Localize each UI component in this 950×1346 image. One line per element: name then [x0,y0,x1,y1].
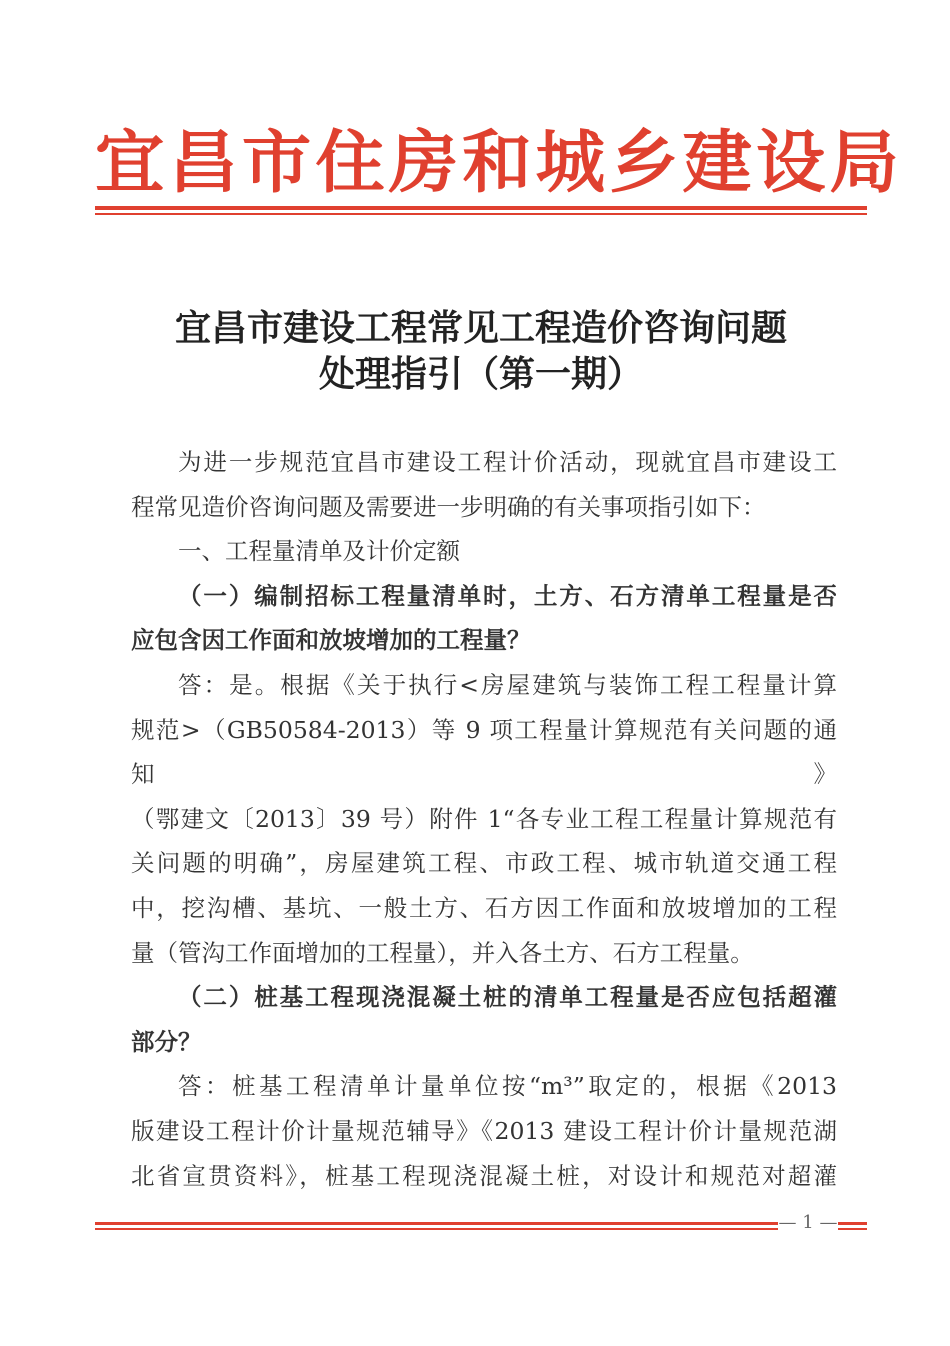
intro-line: 为进一步规范宜昌市建设工程计价活动，现就宜昌市建设工 [178,448,837,476]
document-title [95,305,867,397]
footer-rule-thin [95,1228,867,1230]
page-number: — 1 — [778,1212,838,1233]
masthead-rule-thin [95,213,867,215]
answer-line: 关问题的明确”，房屋建筑工程、市政工程、城市轨道交通工程 [131,849,837,878]
question-line: 应包含因工作面和放坡增加的工程量？ [131,626,531,655]
question-line: （二）桩基工程现浇混凝土桩的清单工程量是否应包括超灌 [178,983,837,1012]
answer-line: 规范>（GB50584-2013）等 9 项工程量计算规范有关问题的通知》 [131,715,837,789]
section-heading: 一、工程量清单及计价定额 [178,537,460,566]
answer-line: 版建设工程计价计量规范辅导》《2013 建设工程计价计量规范湖 [131,1116,837,1145]
answer-line: 北省宣贯资料》，桩基工程现浇混凝土桩，对设计和规范对超灌 [131,1161,837,1190]
answer-line: （鄂建文〔2013〕39 号）附件 1“各专业工程工程量计算规范有 [131,804,837,833]
answer-line: 量（管沟工作面增加的工程量），并入各土方、石方工程量。 [131,938,754,967]
issuer-masthead: 宜昌市住房和城乡建设局 [95,123,903,203]
document-body [131,440,837,1198]
intro-line: 程常见造价咨询问题及需要进一步明确的有关事项指引如下： [131,492,766,521]
question-line: （一）编制招标工程量清单时，土方、石方清单工程量是否 [178,581,837,610]
answer-line: 中，挖沟槽、基坑、一般土方、石方因工作面和放坡增加的工程 [131,893,837,922]
document-title-line2: 处理指引（第一期） [318,353,643,395]
document-title-line1: 宜昌市建设工程常见工程造价咨询问题 [174,307,787,349]
footer-rule-thick [95,1222,867,1225]
masthead-rule-thick [95,206,867,210]
answer-line: 答：是。根据《关于执行<房屋建筑与装饰工程工程量计算 [178,670,837,699]
answer-line: 答：桩基工程清单计量单位按“m³”取定的，根据《2013 [178,1072,837,1101]
question-line: 部分？ [131,1027,202,1056]
